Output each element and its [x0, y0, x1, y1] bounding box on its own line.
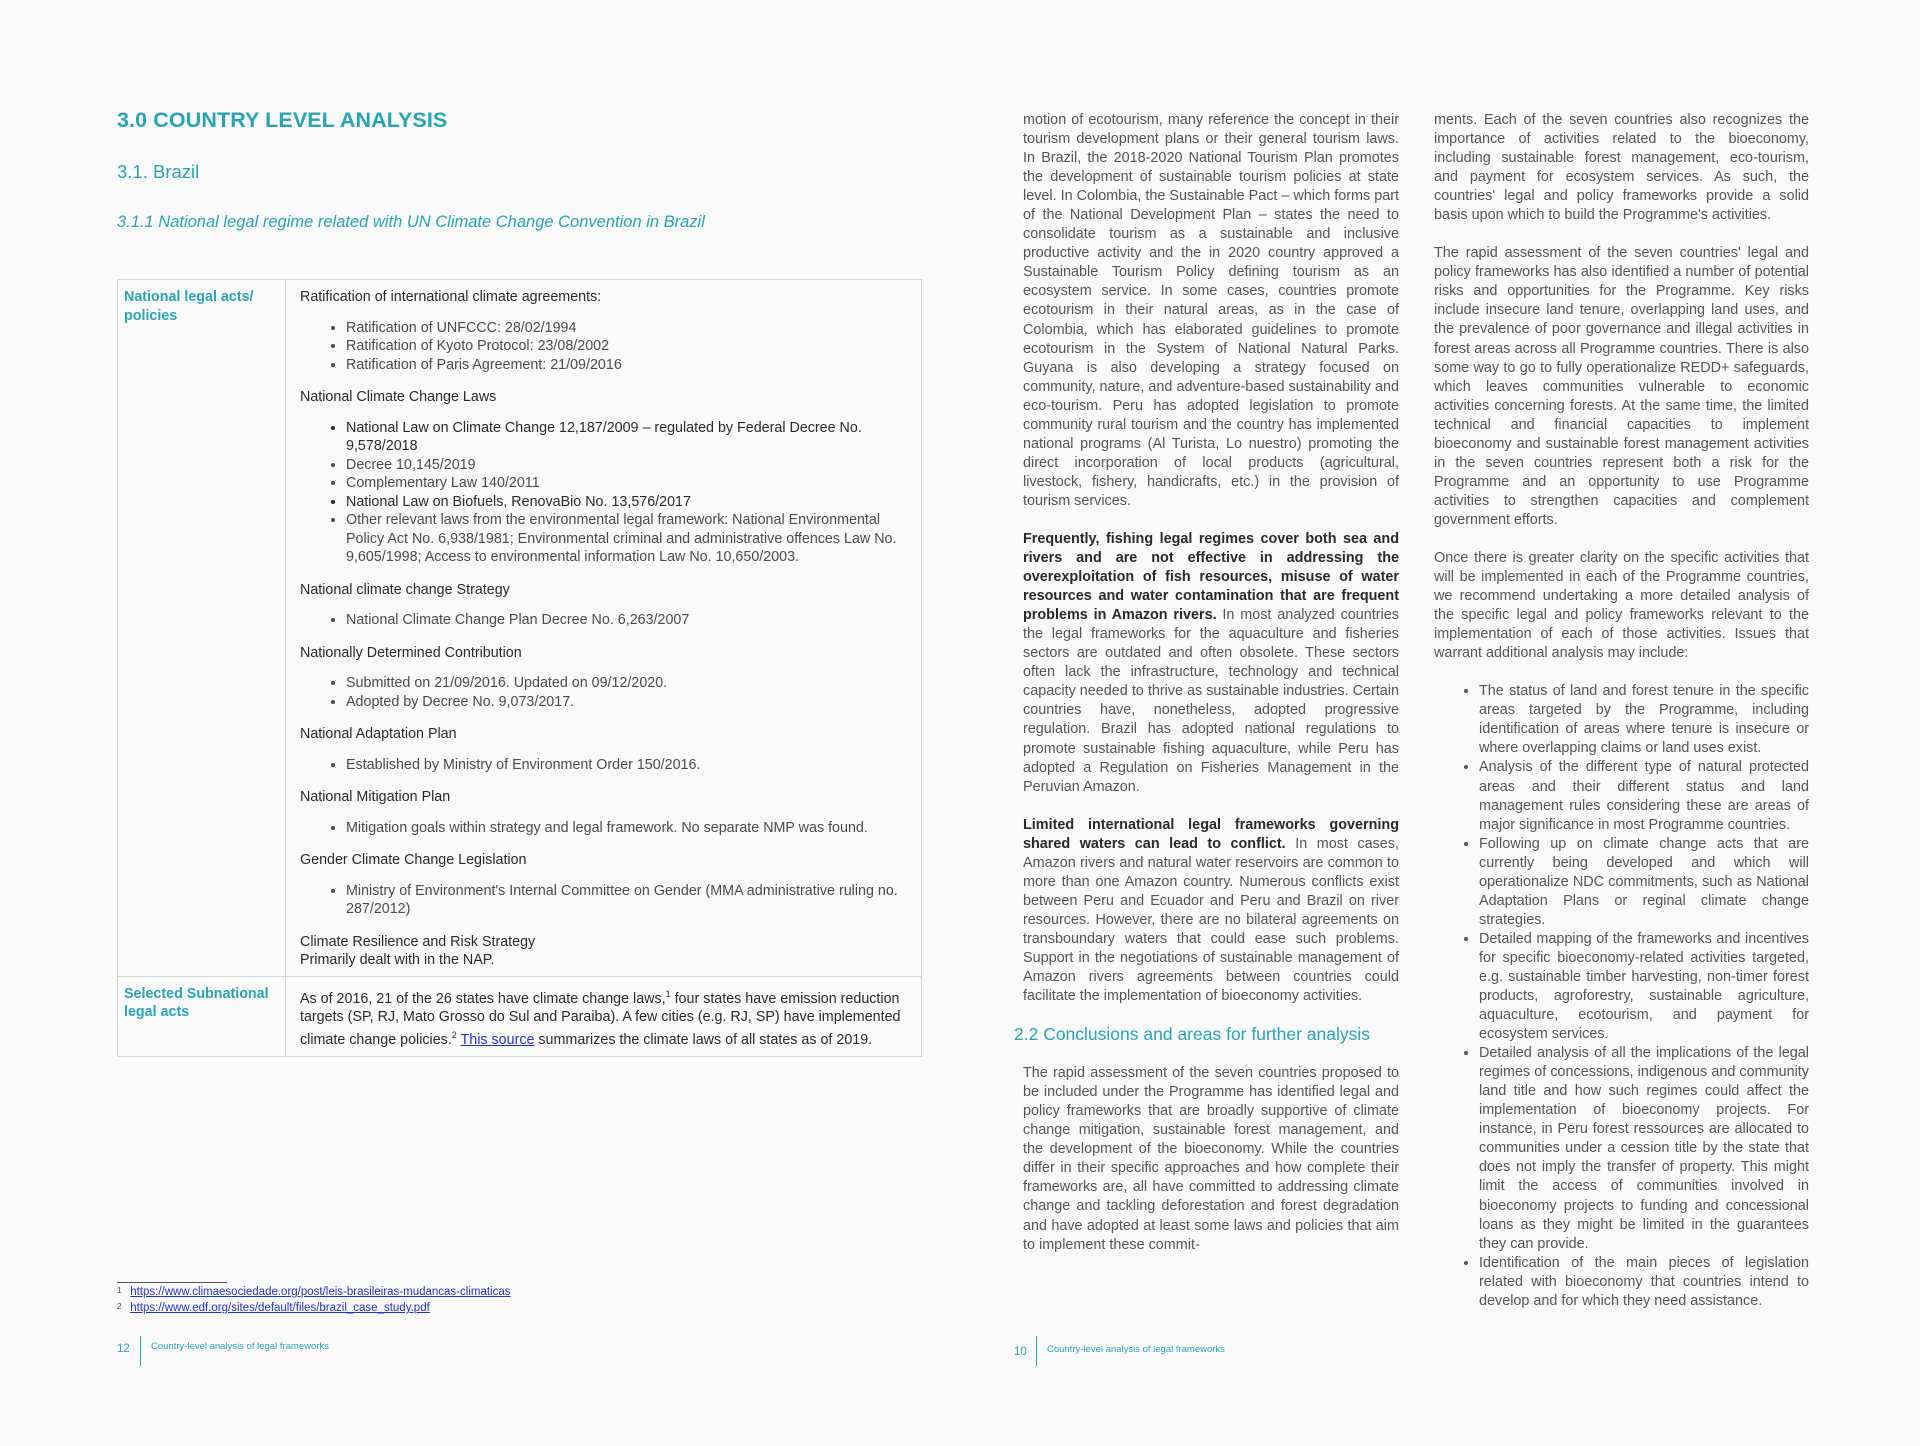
- footer-divider: [1036, 1336, 1037, 1366]
- paragraph-body: In most cases, Amazon rivers and natural water reservoirs are common to more than one Amazon country. Numerous conflicts exist between Peru and Ecuador and Peru and Brazil on river resources. However, there are no bilateral agreements on transboundary waters that could ease such problems. Support in the negotiations of sustainable management of Amazon rivers agreements between countries could facilitate the implementation of bioeconomy activities.: [1023, 835, 1399, 1005]
- paragraph-body: In most analyzed countries the legal frameworks for the aquaculture and fisheries sectors are outdated and often obsolete. These sectors often lack the infrastructure, technology and technical capacity needed to thrive as sustainable industries. Certain countries have, nonetheless, adopted progressive regulation. Brazil has adopted national regulations to promote sustainable fishing aquaculture, while Peru has adopted a Regulation on Fisheries Management in the Peruvian Amazon.: [1023, 607, 1399, 795]
- ratification-title: Ratification of international climate agreements:: [300, 289, 602, 305]
- paragraph: ments. Each of the seven countries also recognizes the importance of activities related to the bioeconomy, including sustainable forest management, eco-tourism, and payment for ecosystem services. As such, the countries' legal and policy frameworks provide a solid basis upon which to build the Programme's activities.: [1434, 112, 1809, 224]
- ndc-title: Nationally Determined Contribution: [300, 644, 522, 661]
- strategy-title: National climate change Strategy: [300, 581, 510, 598]
- ratification-list: [300, 319, 915, 375]
- adaptation-list: [300, 756, 915, 775]
- list-item: • Ratification of UNFCCC: 28/02/1994: [346, 319, 915, 338]
- mitigation-list: [300, 819, 915, 838]
- resilience-title: Climate Resilience and Risk Strategy: [300, 933, 536, 950]
- mitigation-title: National Mitigation Plan: [300, 789, 451, 805]
- paragraph-lead: Limited international legal frameworks governing shared waters can lead to conflict.: [1023, 816, 1399, 852]
- list-item: • Other relevant laws from the environmental legal framework: National Environmental Policy Act No. 6,938/1981; Environmental criminal and administrative offences Law No. 9,605/1998; Access to environmental information Law No. 10,650/2003.: [346, 511, 915, 567]
- footnote-ref-2: 2: [451, 1030, 457, 1041]
- list-item: • Adopted by Decree No. 9,073/2017.: [346, 693, 915, 712]
- section-heading: 3.0 COUNTRY LEVEL ANALYSIS: [117, 108, 448, 132]
- list-item: • Mitigation goals within strategy and legal framework. No separate NMP was found.: [346, 819, 915, 838]
- list-item: • Following up on climate change acts that are currently being developed and which will operationalize NDC commitments, such as National Adaptation Plans or reginal climate change strategies.: [1479, 835, 1809, 930]
- footnote-number: 2: [117, 1302, 122, 1311]
- list-item: • National Law on Biofuels, RenovaBio No. 13,576/2017: [346, 493, 915, 512]
- subnational-text-c: summarizes the climate laws of all states as of 2019.: [534, 1032, 873, 1049]
- page-number: 10: [1014, 1346, 1027, 1358]
- subsection-heading: 3.1. Brazil: [117, 161, 200, 182]
- gender-list: [300, 882, 915, 919]
- text-column-left: [1014, 111, 1399, 1274]
- list-item: • Identification of the main pieces of legislation related with bioeconomy that countries intend to develop and for which they need assistance.: [1479, 1254, 1809, 1311]
- list-item: • Ministry of Environment's Internal Committee on Gender (MMA administrative ruling no. 287/2012): [346, 882, 915, 919]
- subnational-text-b: four states have emission reduction targets (SP, RJ, Mato Grosso do Sul and Paraiba). A few cities (e.g. RJ, SP) have implemented climate change policies.: [300, 990, 901, 1049]
- list-item: • The status of land and forest tenure in the specific areas targeted by the Programme, including identification of areas where tenure is insecure or where overlapping claims or land uses exist.: [1479, 682, 1809, 758]
- paragraph: Once there is greater clarity on the specific activities that will be implemented in each of the Programme countries, we recommend undertaking a more detailed analysis of the specific legal and policy frameworks relevant to the implementation of each of those activities. Issues that warrant additional analysis may include:: [1434, 549, 1809, 662]
- paragraph-lead: Frequently, fishing legal regimes cover both sea and rivers and are not effective in addressing the overexploitation of fish resources, misuse of water resources and water contamination that are frequent problems in Amazon rivers.: [1023, 530, 1399, 624]
- resilience-note: Primarily dealt with in the NAP.: [300, 952, 495, 968]
- list-item: • Decree 10,145/2019: [346, 456, 915, 475]
- list-item: • Ratification of Kyoto Protocol: 23/08/2002: [346, 337, 915, 356]
- footnote-1: [117, 1286, 511, 1298]
- footnote-link[interactable]: https://www.edf.org/sites/default/files/brazil_case_study.pdf: [130, 1302, 430, 1314]
- row-content-national: [286, 280, 922, 977]
- page-number: 12: [117, 1343, 130, 1355]
- paragraph: The rapid assessment of the seven countries proposed to be included under the Programme has identified legal and policy frameworks that are broadly supportive of climate change mitigation, sustainable forest management, and the development of the bioeconomy. While the countries differ in their specific approaches and how complete their frameworks are, all have committed to addressing climate change and tackling deforestation and forest degradation and have adopted at least some laws and policies that aim to implement these commit-: [1023, 1065, 1399, 1253]
- list-item: • Detailed analysis of all the implications of the legal regimes of concessions, indigenous and community land title and how such regimes could affect the implementation of bioeconomy projects. For instance, in Peru forest ressources are allocated to communities under a cession title by the state that does not imply the transfer of property. This might limit the access of communities involved in bioeconomy projects to funding and concessional loans as they might be limited in the guarantees they can provide.: [1479, 1044, 1809, 1254]
- row-label-national: National legal acts/ policies: [118, 280, 286, 977]
- source-link[interactable]: This source: [460, 1032, 535, 1049]
- list-item: • Complementary Law 140/2011: [346, 474, 915, 493]
- list-item: • Ratification of Paris Agreement: 21/09/2016: [346, 356, 915, 375]
- laws-list: [300, 419, 915, 567]
- list-item: • Established by Ministry of Environment Order 150/2016.: [346, 756, 915, 775]
- strategy-list: [300, 611, 915, 630]
- row-content-subnational: [286, 976, 922, 1056]
- footnote-number: 1: [117, 1286, 122, 1295]
- table-row: [118, 976, 922, 1056]
- analysis-list: [1434, 682, 1809, 1311]
- footnote-2: [117, 1302, 430, 1314]
- adaptation-title: National Adaptation Plan: [300, 726, 457, 742]
- list-item: • Analysis of the different type of natural protected areas and their different status and land management rules considering these are areas of major significance in most Programme countries.: [1479, 758, 1809, 834]
- ndc-list: [300, 674, 915, 711]
- subnational-text-a: As of 2016, 21 of the 26 states have climate change laws,: [300, 990, 666, 1007]
- row-label-subnational: Selected Subnational legal acts: [118, 976, 286, 1056]
- list-item: • Submitted on 21/09/2016. Updated on 09/12/2020.: [346, 674, 915, 693]
- list-item: • National Climate Change Plan Decree No. 6,263/2007: [346, 611, 915, 630]
- laws-title: National Climate Change Laws: [300, 389, 497, 405]
- sub-subsection-heading: 3.1.1 National legal regime related with UN Climate Change Convention in Brazil: [117, 213, 705, 231]
- footnote-divider: [117, 1282, 227, 1283]
- footer-title: Country-level analysis of legal frameworks: [151, 1341, 329, 1352]
- list-item: • National Law on Climate Change 12,187/2009 – regulated by Federal Decree No. 9,578/2018: [346, 419, 915, 456]
- paragraph: [1023, 530, 1399, 797]
- paragraph: The rapid assessment of the seven countries' legal and policy frameworks has also identified a number of potential risks and opportunities for the Programme. Key risks include insecure land tenure, overlapping land uses, and the prevalence of poor governance and illegal activities in forest areas across all Programme countries. There is also some way to go to fully operationalize REDD+ safeguards, which leaves communities vulnerable to economic activities concerning forests. At the same time, the limited technical and financial capacities to implement bioeconomy and sustainable forest management activities in the seven countries represent both a risk for the Programme and an opportunity to use Programme activities to strengthen capacities and complement government efforts.: [1434, 245, 1809, 528]
- legal-acts-table: [117, 279, 922, 1057]
- gender-title: Gender Climate Change Legislation: [300, 852, 527, 868]
- paragraph: [1023, 816, 1399, 1006]
- conclusions-heading: 2.2 Conclusions and areas for further analysis: [1014, 1024, 1371, 1045]
- list-item: • Detailed mapping of the frameworks and incentives for specific bioeconomy-related activities targeted, e.g. sustainable timber harvesting, non-timer forest products, agroforestry, sustainable agriculture, aquaculture, ecotourism, and payment for ecosystem services.: [1479, 930, 1809, 1044]
- footnote-ref-1: 1: [665, 988, 671, 999]
- footer-title: Country-level analysis of legal frameworks: [1047, 1344, 1225, 1355]
- paragraph: motion of ecotourism, many reference the concept in their tourism development plans or their general tourism laws. In Brazil, the 2018-2020 National Tourism Plan promotes the development of sustainable tourism policies at state level. In Colombia, the Sustainable Pact – which forms part of the National Development Plan – states the need to consolidate tourism as a sustainable and inclusive productive activity and the in 2020 country approved a Sustainable Tourism Policy defining tourism as an ecosystem service. In some cases, countries promote ecotourism in their natural areas, as in the case of Colombia, which has elaborated guidelines to promote ecotourism in the System of National Natural Parks. Guyana is also developing a strategy focused on community, nature, and adventure-based sustainability and eco-tourism. Peru has adopted legislation to promote community rural tourism and the country has implemented national programs (Al Turista, Lo nuestro) promoting the direct incorporation of local products (agricultural, livestock, fishery, handicrafts, etc.) in the provision of tourism services.: [1023, 112, 1399, 509]
- right-page: [960, 0, 1920, 1446]
- table-row: [118, 280, 922, 977]
- footer-divider: [140, 1336, 141, 1366]
- text-column-right: [1434, 111, 1809, 1311]
- footnote-link[interactable]: https://www.climaesociedade.org/post/leis-brasileiras-mudancas-climaticas: [130, 1286, 511, 1298]
